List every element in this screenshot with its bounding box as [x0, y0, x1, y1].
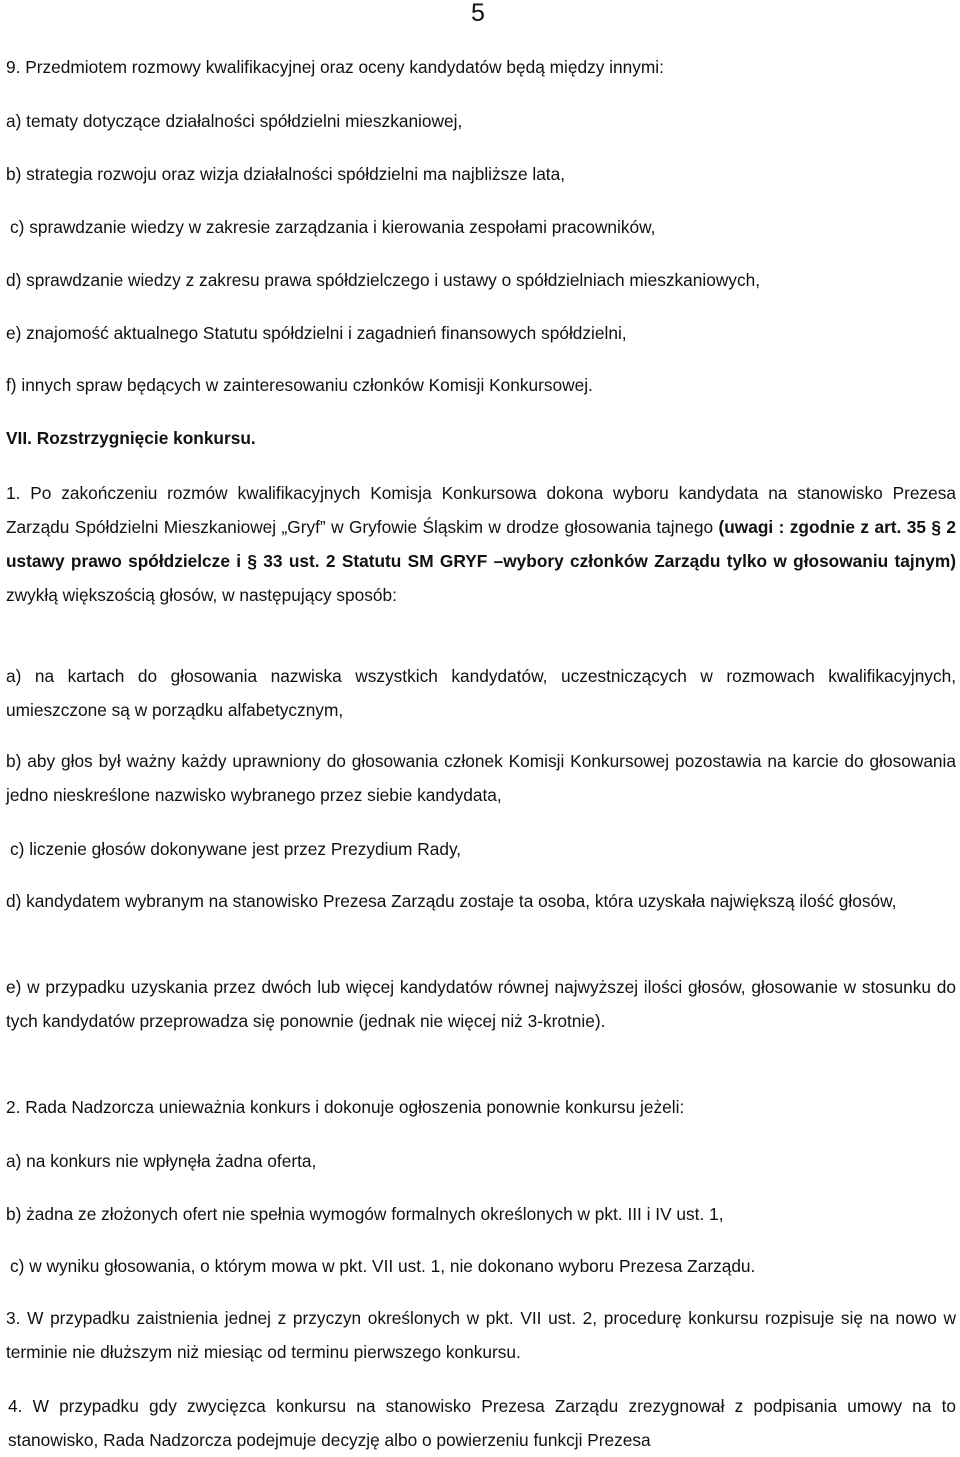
- point-4: 4. W przypadku gdy zwycięzca konkursu na stanowisko Prezesa Zarządu zrezygnował z podpisania umowy na to stanowisko, Rada Nadzorcza podejmuje decyzję albo o powierzeniu funkcji Prezesa: [8, 1396, 956, 1450]
- point-1-item-e: e) w przypadku uzyskania przez dwóch lub więcej kandydatów równej najwyższej ilości głosów, głosowanie w stosunku do tych kandydatów przeprowadza się ponownie (jednak nie więcej niż 3-krotnie).: [6, 977, 956, 1031]
- section9-item-f: f) innych spraw będących w zainteresowaniu członków Komisji Konkursowej.: [6, 375, 593, 395]
- section9-item-c: c) sprawdzanie wiedzy w zakresie zarządzania i kierowania zespołami pracowników,: [10, 217, 656, 237]
- section9-item-a: a) tematy dotyczące działalności spółdzielni mieszkaniowej,: [6, 111, 463, 131]
- point-1: [6, 476, 956, 612]
- point-1-item-d: d) kandydatem wybranym na stanowisko Prezesa Zarządu zostaje ta osoba, która uzyskała największą ilość głosów,: [6, 891, 897, 911]
- point-1-bold-note: (uwagi : zgodnie z art. 35 § 2 ustawy prawo spółdzielcze i § 33 ust. 2 Statutu SM GRYF –wybory członków Zarządu tylko w głosowaniu tajnym): [6, 517, 956, 571]
- point-2-item-a: a) na konkurs nie wpłynęła żadna oferta,: [6, 1151, 317, 1171]
- section9-item-e: e) znajomość aktualnego Statutu spółdzielni i zagadnień finansowych spółdzielni,: [6, 323, 627, 343]
- point-2-item-b: b) żadna ze złożonych ofert nie spełnia wymogów formalnych określonych w pkt. III i IV ust. 1,: [6, 1204, 724, 1224]
- point-1-item-b: b) aby głos był ważny każdy uprawniony do głosowania członek Komisji Konkursowej pozostawia na karcie do głosowania jedno nieskreślone nazwisko wybranego przez siebie kandydata,: [6, 751, 956, 805]
- point-2-intro: 2. Rada Nadzorcza unieważnia konkurs i dokonuje ogłoszenia ponownie konkursu jeżeli:: [6, 1097, 685, 1117]
- point-2-item-c: c) w wyniku głosowania, o którym mowa w pkt. VII ust. 1, nie dokonano wyboru Prezesa Zarządu.: [10, 1256, 756, 1276]
- section9-intro: 9. Przedmiotem rozmowy kwalifikacyjnej oraz oceny kandydatów będą między innymi:: [6, 57, 664, 77]
- point-3: 3. W przypadku zaistnienia jednej z przyczyn określonych w pkt. VII ust. 2, procedurę konkursu rozpisuje się na nowo w terminie nie dłuższym niż miesiąc od terminu pierwszego konkursu.: [6, 1308, 956, 1362]
- page-number: 5: [471, 0, 485, 27]
- section9-item-d: d) sprawdzanie wiedzy z zakresu prawa spółdzielczego i ustawy o spółdzielniach mieszkaniowych,: [6, 270, 761, 290]
- point-1-text-a: 1. Po zakończeniu rozmów kwalifikacyjnych Komisja Konkursowa dokona wyboru kandydata na stanowisko Prezesa Zarządu Spółdzielni Mieszkaniowej „Gryf” w Gryfowie Śląskim w drodze głosowania tajnego: [6, 483, 956, 537]
- section-heading: VII. Rozstrzygnięcie konkursu.: [6, 428, 256, 448]
- point-1-item-a: a) na kartach do głosowania nazwiska wszystkich kandydatów, uczestniczących w rozmowach kwalifikacyjnych, umieszczone są w porządku alfabetycznym,: [6, 666, 956, 720]
- point-1-item-c: c) liczenie głosów dokonywane jest przez Prezydium Rady,: [10, 839, 462, 859]
- section9-item-b: b) strategia rozwoju oraz wizja działalności spółdzielni ma najbliższe lata,: [6, 164, 566, 184]
- point-1-text-b: zwykłą większością głosów, w następujący sposób:: [6, 585, 397, 605]
